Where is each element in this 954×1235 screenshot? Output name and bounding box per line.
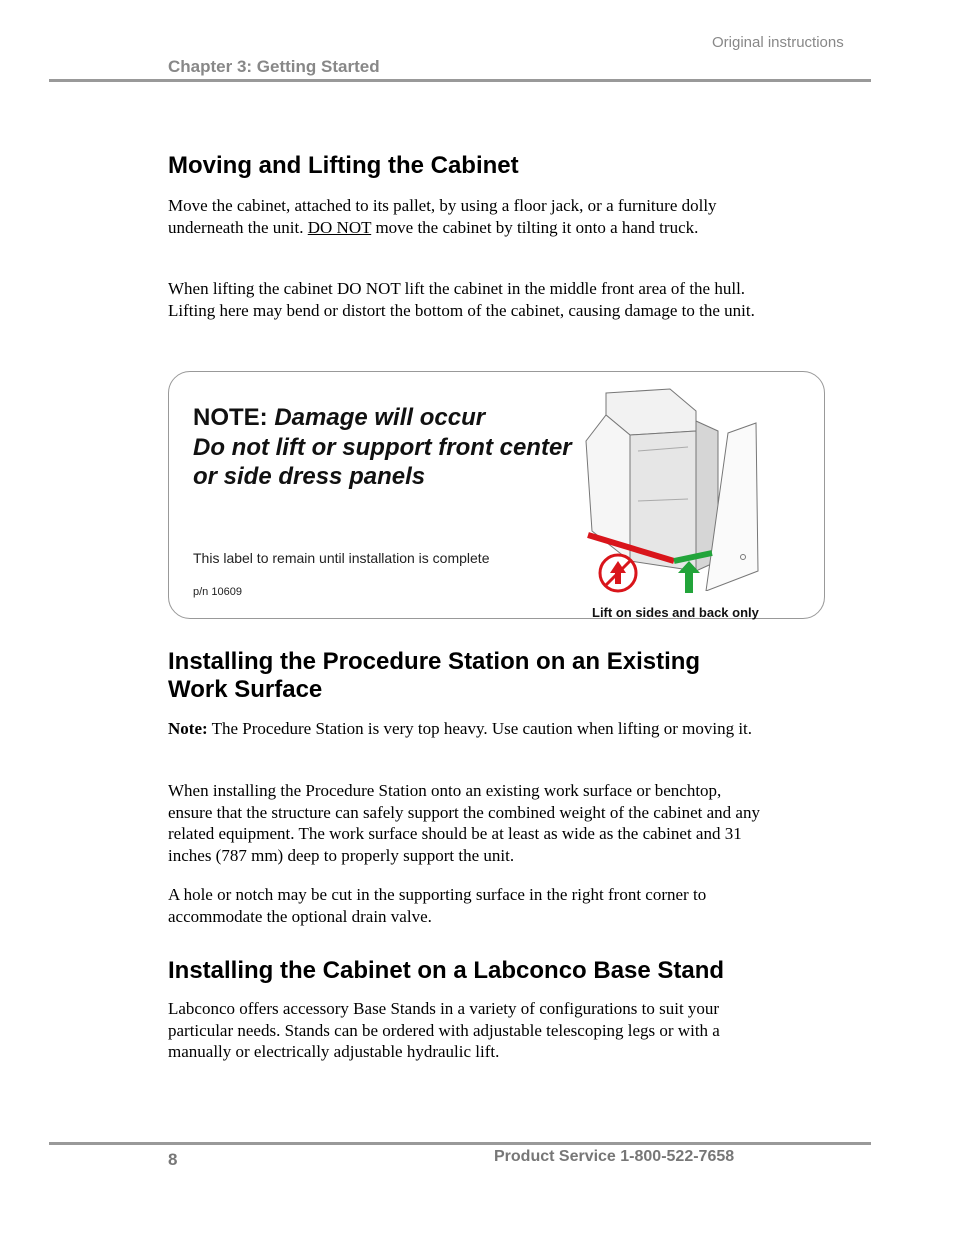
note-line-2: Do not lift or support front center — [193, 434, 572, 461]
header-note: Original instructions — [712, 34, 844, 51]
note-line-1: NOTE: Damage will occur — [193, 404, 486, 431]
warning-label-figure — [168, 361, 862, 619]
paragraph-existing-1: When installing the Procedure Station onto an existing work surface or benchtop, ensure that the structure can safely support the combined weight of the cabinet and any related equipment. The work surface should be at least as wide as the cabinet and 31 inches (787 mm) deep to properly support the unit. — [168, 781, 760, 865]
section-title-moving: Moving and Lifting the Cabinet — [168, 152, 519, 179]
no-lift-icon — [596, 551, 640, 595]
page-number: 8 — [168, 1150, 178, 1169]
footer-rule — [49, 1142, 871, 1145]
section-title-base-stand: Installing the Cabinet on a Labconco Base Stand — [168, 957, 725, 984]
do-not-emphasis: DO NOT — [307, 217, 372, 237]
paragraph-existing-2: A hole or notch may be cut in the supporting surface in the right front corner to accommodate the optional drain valve. — [168, 885, 707, 926]
header-rule — [49, 79, 871, 82]
note-keyword: NOTE: — [193, 404, 268, 431]
section-title-installing-existing: Installing the Procedure Station on an Existing Work Surface — [168, 648, 701, 703]
product-service: Product Service 1-800-522-7658 — [494, 1148, 735, 1165]
lift-arrow-icon — [678, 561, 700, 593]
label-remain-text: This label to remain until installation is complete — [193, 550, 490, 566]
chapter-title: Chapter 3: Getting Started — [168, 57, 380, 76]
paragraph-base-stand: Labconco offers accessory Base Stands in a variety of configurations to suit your particular needs. Stands can be ordered with adjustable telescoping legs or with a manually or electrically adjustable hydraulic lift. — [168, 999, 720, 1061]
note-label: Note: — [168, 719, 208, 738]
part-number: p/n 10609 — [193, 586, 242, 598]
lift-caption: Lift on sides and back only — [592, 605, 759, 620]
paragraph-moving-1: Move the cabinet, attached to its pallet, by using a floor jack, or a furniture dolly underneath the unit. DO NOT move the cabinet by tilting it onto a hand truck. — [168, 196, 717, 237]
paragraph-moving-2: When lifting the cabinet DO NOT lift the cabinet in the middle front area of the hull. Lifting here may bend or distort the bottom of the cabinet, causing damage to the unit. — [168, 279, 755, 320]
note-line-3: or side dress panels — [193, 463, 426, 490]
paragraph-note: Note: The Procedure Station is very top heavy. Use caution when lifting or moving it. — [168, 719, 753, 738]
